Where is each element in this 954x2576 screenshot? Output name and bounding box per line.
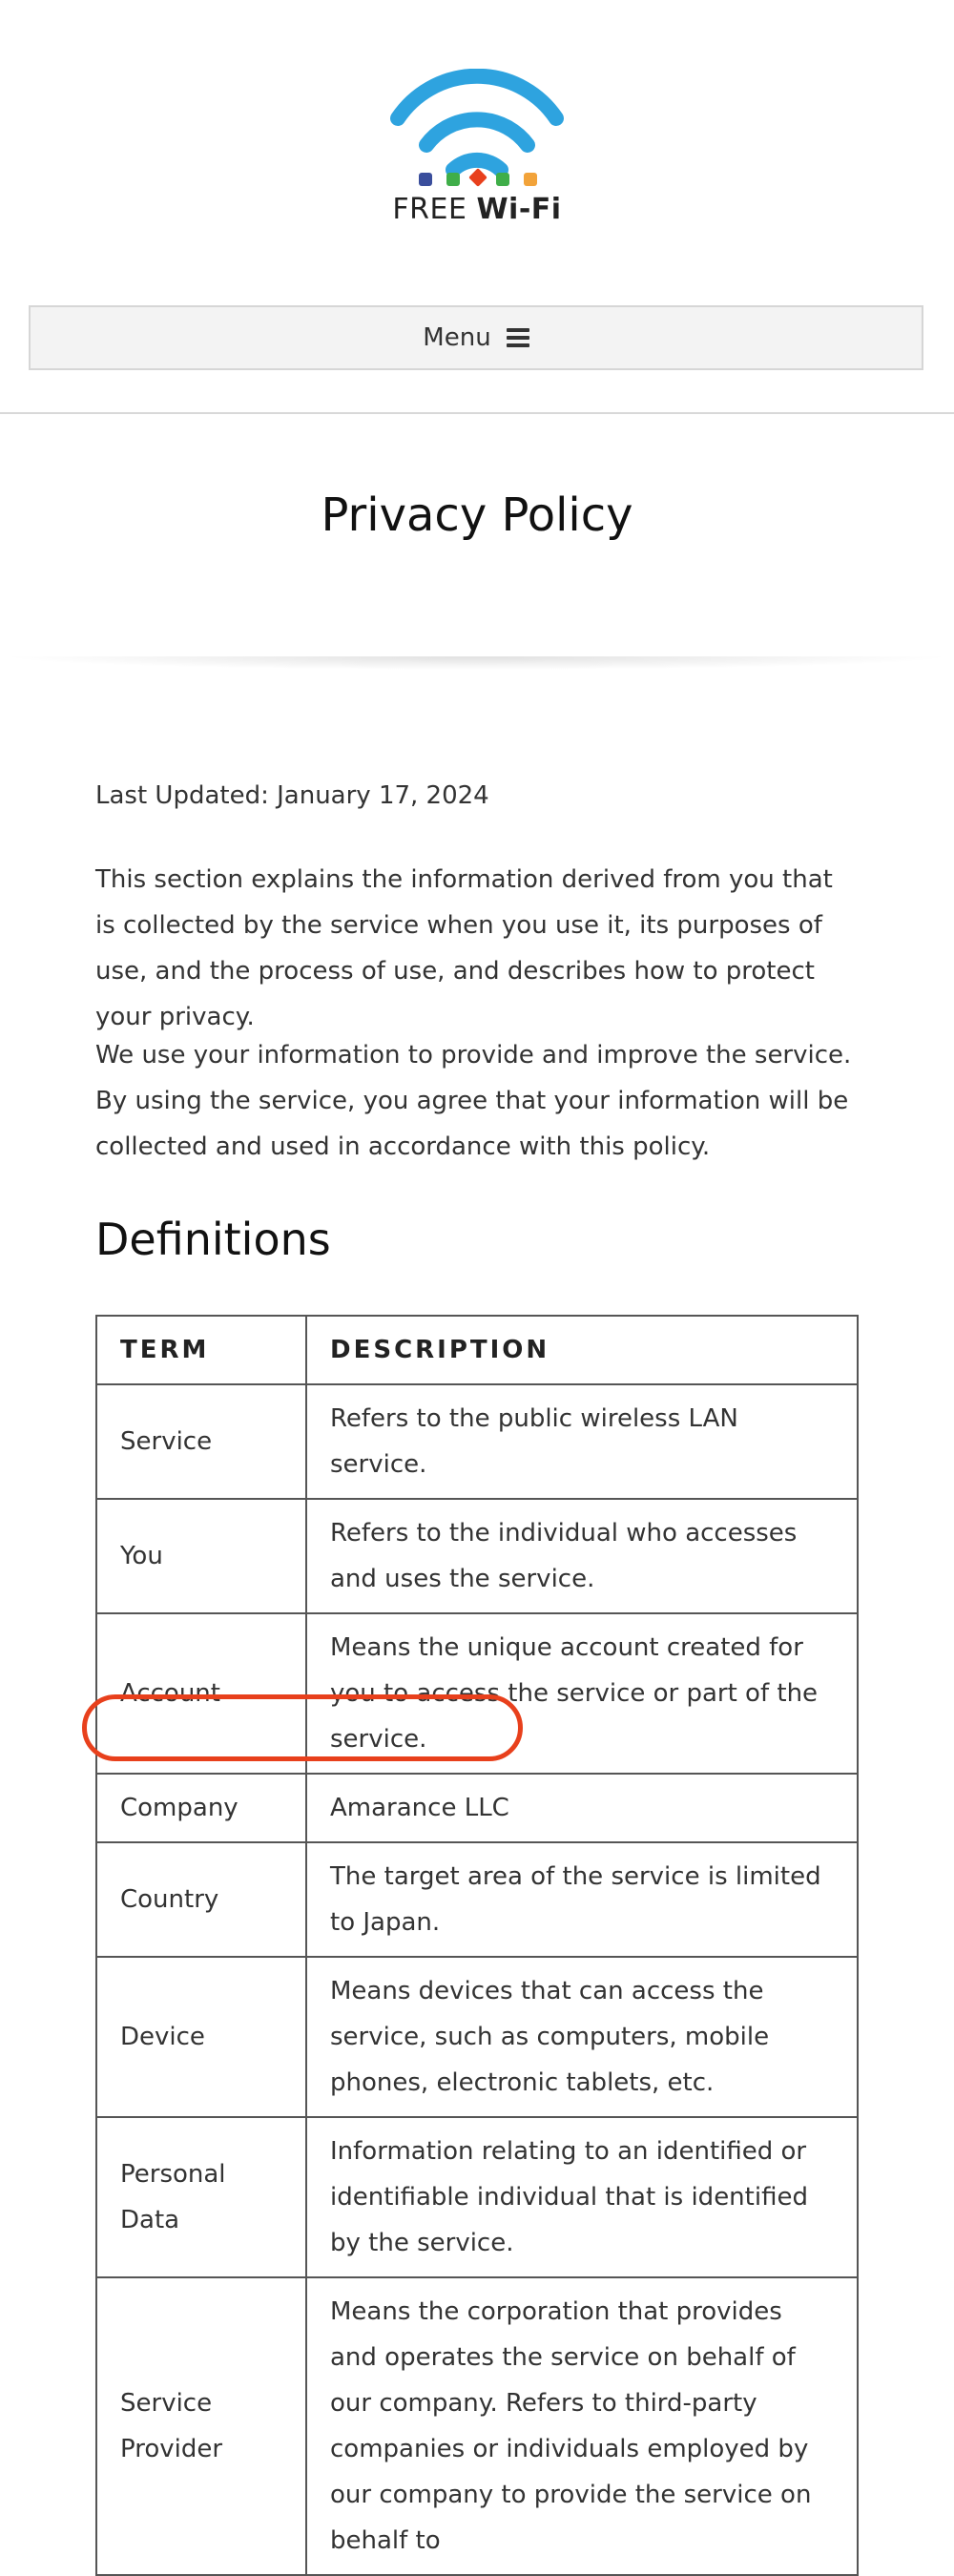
table-row [96,2277,858,2575]
hamburger-icon [507,324,529,351]
logo-dot-green [446,173,460,186]
term-cell: You [96,1499,306,1613]
column-header-term: TERM [96,1316,306,1384]
definitions-table [95,1315,859,2576]
table-row [96,2117,858,2277]
site-logo[interactable] [0,0,954,286]
term-cell: Account [96,1613,306,1774]
table-row [96,1957,858,2117]
description-cell: Amarance LLC [306,1774,858,1842]
menu-label: Menu [423,323,491,352]
description-cell: Refers to the public wireless LAN service. [306,1384,858,1499]
intro-paragraph-2 [95,1032,859,1170]
intro-paragraph-2-text: We use your information to provide and improve the service. By using the service, you agree that your information will be collected and used in accordance with this policy. [95,1041,852,1161]
logo-text-wifi: Wi-Fi [476,193,562,226]
definitions-heading: Definitions [95,1214,331,1265]
column-header-description: DESCRIPTION [306,1316,858,1384]
logo-dot-green-2 [496,173,509,186]
term-cell: Service Provider [96,2277,306,2575]
logo-dot-orange [524,173,537,186]
term-cell: Company [96,1774,306,1842]
logo-text [0,193,954,226]
description-cell: Information relating to an identified or identifiable individual that is identified by the service. [306,2117,858,2277]
description-cell: Means devices that can access the service, such as computers, mobile phones, electronic tablets, etc. [306,1957,858,2117]
term-cell: Country [96,1842,306,1957]
page-title: Privacy Policy [321,488,633,542]
menu-toggle-button[interactable] [29,305,923,370]
company-row-highlight [82,1694,523,1761]
term-cell: Device [96,1957,306,2117]
term-cell: Service [96,1384,306,1499]
description-cell: The target area of the service is limited to Japan. [306,1842,858,1957]
last-updated-text: Last Updated: January 17, 2024 [95,781,489,810]
description-cell: Refers to the individual who accesses and uses the service. [306,1499,858,1613]
logo-text-free: FREE [392,193,467,226]
table-header-row [96,1316,858,1384]
table-row [96,1774,858,1842]
table-row [96,1384,858,1499]
header-divider [0,412,954,414]
description-cell: Means the corporation that provides and operates the service on behalf of our company. Refers to third-party companies or individuals employed by our company to provide the service on behalf to [306,2277,858,2575]
intro-paragraph-1 [95,857,859,1040]
table-row [96,1842,858,1957]
description-cell: Means the unique account created for you to access the service or part of the service. [306,1613,858,1774]
table-row [96,1499,858,1613]
logo-dot-red [468,168,487,187]
title-divider-shadow [0,656,954,670]
logo-dot-blue [419,173,432,186]
intro-paragraph-1-text: This section explains the information derived from you that is collected by the service when you use it, its purposes of use, and the process of use, and describes how to protect your privacy. [95,865,833,1031]
last-updated [95,773,859,819]
wifi-icon [386,69,568,193]
term-cell: Personal Data [96,2117,306,2277]
